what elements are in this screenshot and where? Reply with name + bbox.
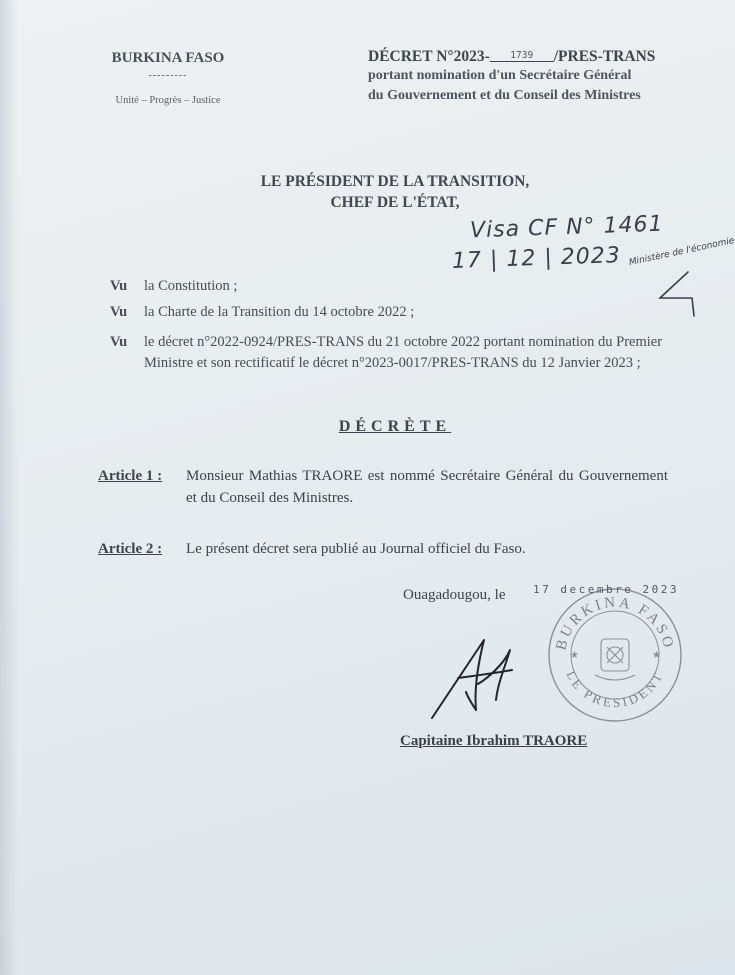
date-stamp: 17 decembre 2023 bbox=[533, 583, 679, 596]
presidential-seal bbox=[545, 585, 685, 725]
decree-prefix: DÉCRET N°2023- bbox=[368, 48, 490, 65]
country-name: BURKINA FASO bbox=[111, 50, 225, 66]
consideration-item bbox=[110, 276, 237, 297]
decrees-heading: DÉCRÈTE bbox=[338, 418, 452, 435]
coat-of-arms-icon bbox=[595, 639, 635, 680]
svg-text:★: ★ bbox=[652, 650, 661, 661]
svg-text:BURKINA FASO bbox=[553, 595, 676, 652]
handwritten-visa-date: 17 | 12 | 2023 bbox=[451, 243, 622, 274]
vu-label: Vu bbox=[110, 278, 128, 294]
handwritten-check-mark bbox=[640, 268, 700, 320]
article-2-label: Article 2 : bbox=[98, 541, 163, 557]
consideration-text: la Constitution ; bbox=[144, 278, 238, 294]
seal-top-text: BURKINA FASO bbox=[553, 594, 677, 652]
national-motto: Unité – Progrès – Justice bbox=[115, 95, 221, 106]
article-1-label: Article 1 : bbox=[98, 468, 163, 484]
vu-label: Vu bbox=[110, 304, 128, 320]
header-separator: --------- bbox=[148, 70, 188, 81]
decree-subject-line-2: du Gouvernement et du Conseil des Ministres bbox=[368, 88, 641, 103]
svg-text:★: ★ bbox=[570, 650, 579, 661]
signatory-name: Capitaine Ibrahim TRAORE bbox=[400, 733, 588, 749]
decree-subject-line-1: portant nomination d'un Secrétaire Général bbox=[368, 68, 632, 83]
vu-label: Vu bbox=[110, 334, 128, 350]
decree-title bbox=[368, 48, 698, 66]
authority-line-1: LE PRÉSIDENT DE LA TRANSITION, bbox=[260, 173, 530, 190]
consideration-item bbox=[110, 332, 678, 374]
decree-number: 1739 bbox=[490, 50, 554, 62]
svg-text:LE PRESIDENT bbox=[563, 668, 666, 710]
consideration-text: la Charte de la Transition du 14 octobre 2022 ; bbox=[144, 304, 415, 320]
consideration-text: le décret n°2022-0924/PRES-TRANS du 21 octobre 2022 portant nomination du Premier Ministre et son rectificatif le décret n°2023-0017/PRES-TRANS du 12 Janvier 2023 ; bbox=[144, 334, 663, 371]
consideration-item bbox=[110, 302, 414, 323]
handwritten-visa-note: Ministère de l'économie bbox=[628, 235, 735, 269]
issuing-authority bbox=[200, 171, 590, 213]
authority-line-2: CHEF DE L'ÉTAT, bbox=[330, 194, 460, 211]
article-2-text: Le présent décret sera publié au Journal officiel du Faso. bbox=[186, 541, 526, 557]
paper-shadow-edge bbox=[0, 0, 18, 975]
decree-suffix: /PRES-TRANS bbox=[553, 48, 656, 65]
signing-place: Ouagadougou, le bbox=[403, 587, 506, 603]
seal-bottom-text: LE PRESIDENT bbox=[563, 668, 667, 711]
handwritten-signature bbox=[418, 634, 528, 726]
handwritten-visa-number: Visa CF N° 1461 bbox=[469, 211, 664, 244]
article-1-text: Monsieur Mathias TRAORE est nommé Secrétaire Général du Gouvernement et du Conseil des Ministres. bbox=[186, 468, 668, 506]
